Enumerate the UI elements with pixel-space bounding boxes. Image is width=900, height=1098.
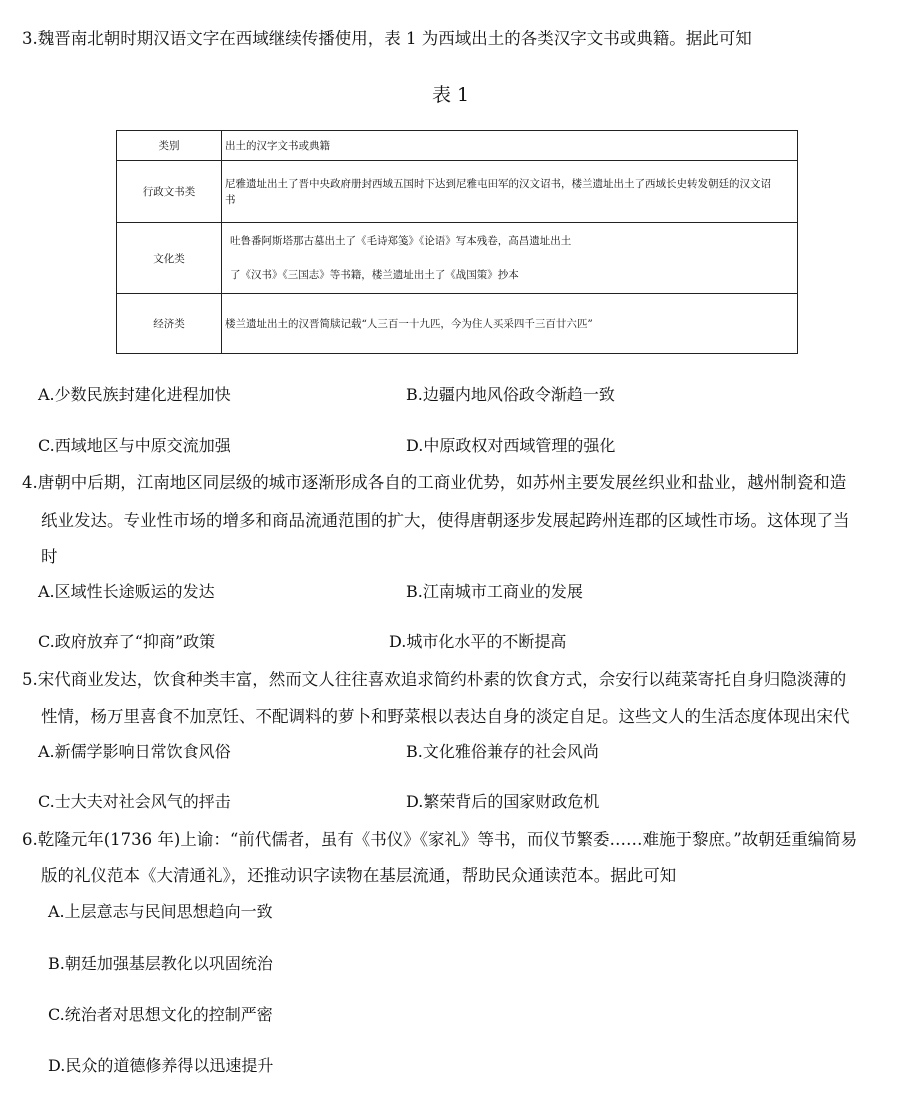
table-row: [117, 294, 798, 354]
q6-stem-line: 版的礼仪范本《大清通礼》，还推动识字读物在基层流通，帮助民众通读范本。据此可知: [41, 866, 677, 885]
row-content: [222, 223, 798, 294]
q6-option-a[interactable]: A.上层意志与民间思想趋向一致: [48, 902, 273, 921]
table-row: [117, 161, 798, 223]
table-row: [117, 223, 798, 294]
q3-option-c[interactable]: C.西域地区与中原交流加强: [38, 436, 231, 455]
table-header-category: 类别: [117, 131, 222, 161]
q4-stem-line: 纸业发达。专业性市场的增多和商品流通范围的扩大，使得唐朝逐步发展起跨州连郡的区域性市场。这体现了当: [41, 511, 850, 530]
q3-stem: 3.魏晋南北朝时期汉语文字在西域继续传播使用，表 1 为西域出土的各类汉字文书或典籍。据此可知: [22, 29, 752, 48]
q4-option-c[interactable]: C.政府放弃了“抑商”政策: [38, 632, 216, 651]
q6-stem-line: 6.乾隆元年(1736 年)上谕：“前代儒者，虽有《书仪》《家礼》等书，而仪节繁委……难施于黎庶。”故朝廷重编简易: [22, 830, 858, 849]
q5-stem-line: 性情，杨万里喜食不加烹饪、不配调料的萝卜和野菜根以表达自身的淡定自足。这些文人的生活态度体现出宋代: [41, 707, 850, 726]
q6-option-b[interactable]: B.朝廷加强基层教化以巩固统治: [48, 954, 273, 973]
table-header-content: 出土的汉字文书或典籍: [222, 131, 798, 161]
row-content: 楼兰遗址出土的汉晋简牍记载“人三百一十九匹，今为住人买采四千三百廿六匹”: [222, 294, 798, 354]
q3-option-a[interactable]: A.少数民族封建化进程加快: [38, 385, 231, 404]
row-content-line: 吐鲁番阿斯塔那古墓出土了《毛诗郑笺》《论语》写本残卷，高昌遗址出土: [230, 235, 572, 247]
row-content: [222, 161, 798, 223]
q3-option-b[interactable]: B.边疆内地风俗政令渐趋一致: [406, 385, 615, 404]
row-category: 行政文书类: [117, 161, 222, 223]
q5-option-d[interactable]: D.繁荣背后的国家财政危机: [406, 792, 600, 811]
row-category: 经济类: [117, 294, 222, 354]
table-title: 表 1: [432, 84, 470, 106]
q3-option-d[interactable]: D.中原政权对西域管理的强化: [406, 436, 616, 455]
q5-option-b[interactable]: B.文化雅俗兼存的社会风尚: [406, 742, 599, 761]
q3-table: [116, 130, 798, 354]
row-content-line: 书: [225, 193, 236, 206]
q4-option-b[interactable]: B.江南城市工商业的发展: [406, 582, 583, 601]
row-content-line: 尼雅遗址出土了晋中央政府册封西域五国时下达到尼雅屯田军的汉文诏书，楼兰遗址出土了西域长史转发朝廷的汉文诏: [225, 177, 771, 190]
q4-stem-line: 时: [41, 547, 58, 566]
q5-stem-line: 5.宋代商业发达，饮食种类丰富，然而文人往往喜欢追求简约朴素的饮食方式，佘安行以莼菜寄托自身归隐淡薄的: [22, 670, 847, 689]
q6-option-d[interactable]: D.民众的道德修养得以迅速提升: [48, 1056, 274, 1075]
q4-stem-line: 4.唐朝中后期，江南地区同层级的城市逐渐形成各自的工商业优势，如苏州主要发展丝织业和盐业，越州制瓷和造: [22, 473, 847, 492]
row-category: 文化类: [117, 223, 222, 294]
q4-option-a[interactable]: A.区域性长途贩运的发达: [38, 582, 215, 601]
q5-option-c[interactable]: C.士大夫对社会风气的抨击: [38, 792, 231, 811]
table-header-row: [117, 131, 798, 161]
q4-option-d[interactable]: D.城市化水平的不断提高: [389, 632, 567, 651]
q5-option-a[interactable]: A.新儒学影响日常饮食风俗: [38, 742, 231, 761]
q6-option-c[interactable]: C.统治者对思想文化的控制严密: [48, 1005, 273, 1024]
row-content-line: 了《汉书》《三国志》等书籍，楼兰遗址出土了《战国策》抄本: [230, 269, 519, 281]
